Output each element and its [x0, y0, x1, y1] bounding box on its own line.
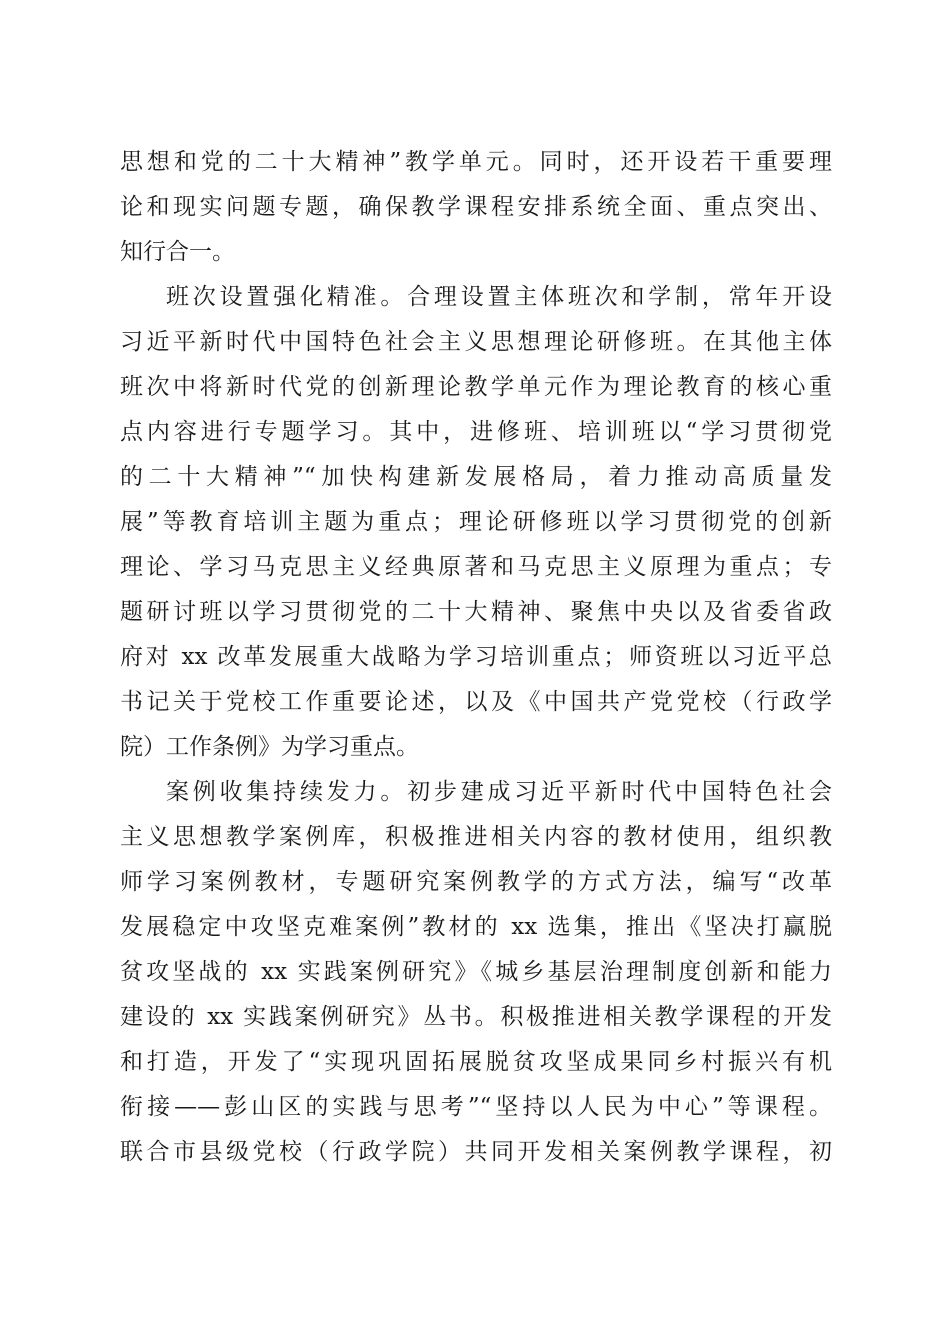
paragraph [120, 770, 832, 1175]
text-line: 的二十大精神”“加快构建新发展格局，着力推动高质量发 [120, 464, 832, 490]
text-line: 发展稳定中攻坚克难案例”教材的 xx 选集，推出《坚决打赢脱 [120, 914, 832, 940]
text-line: 建设的 xx 实践案例研究》丛书。积极推进相关教学课程的开发 [120, 1004, 832, 1030]
text-line: 师学习案例教材，专题研究案例教学的方式方法，编写“改革 [120, 869, 832, 895]
text-line: 点内容进行专题学习。其中，进修班、培训班以“学习贯彻党 [120, 419, 832, 445]
text-line: 班次设置强化精准。合理设置主体班次和学制，常年开设 [166, 284, 832, 310]
text-line: 班次中将新时代党的创新理论教学单元作为理论教育的核心重 [120, 374, 832, 400]
text-line: 案例收集持续发力。初步建成习近平新时代中国特色社会 [166, 779, 832, 805]
document-body [120, 140, 832, 1175]
text-line: 主义思想教学案例库，积极推进相关内容的教材使用，组织教 [120, 824, 832, 850]
text-line: 书记关于党校工作重要论述，以及《中国共产党党校（行政学 [120, 689, 832, 715]
text-line: 贫攻坚战的 xx 实践案例研究》《城乡基层治理制度创新和能力 [120, 959, 832, 985]
text-line: 思想和党的二十大精神”教学单元。同时，还开设若干重要理 [120, 149, 832, 175]
text-line: 联合市县级党校（行政学院）共同开发相关案例教学课程，初 [120, 1139, 832, 1165]
text-line: 衔接——彭山区的实践与思考”“坚持以人民为中心”等课程。 [120, 1094, 832, 1120]
text-line: 题研讨班以学习贯彻党的二十大精神、聚焦中央以及省委省政 [120, 599, 832, 625]
text-line: 习近平新时代中国特色社会主义思想理论研修班。在其他主体 [120, 329, 832, 355]
text-line: 院）工作条例》为学习重点。 [120, 734, 419, 760]
paragraph [120, 275, 832, 770]
text-line: 展”等教育培训主题为重点；理论研修班以学习贯彻党的创新 [120, 509, 832, 535]
text-line: 理论、学习马克思主义经典原著和马克思主义原理为重点；专 [120, 554, 832, 580]
text-line: 和打造，开发了“实现巩固拓展脱贫攻坚成果同乡村振兴有机 [120, 1049, 832, 1075]
text-line: 府对 xx 改革发展重大战略为学习培训重点；师资班以习近平总 [120, 644, 832, 670]
paragraph [120, 140, 832, 275]
text-line: 知行合一。 [120, 239, 235, 265]
text-line: 论和现实问题专题，确保教学课程安排系统全面、重点突出、 [120, 194, 832, 220]
